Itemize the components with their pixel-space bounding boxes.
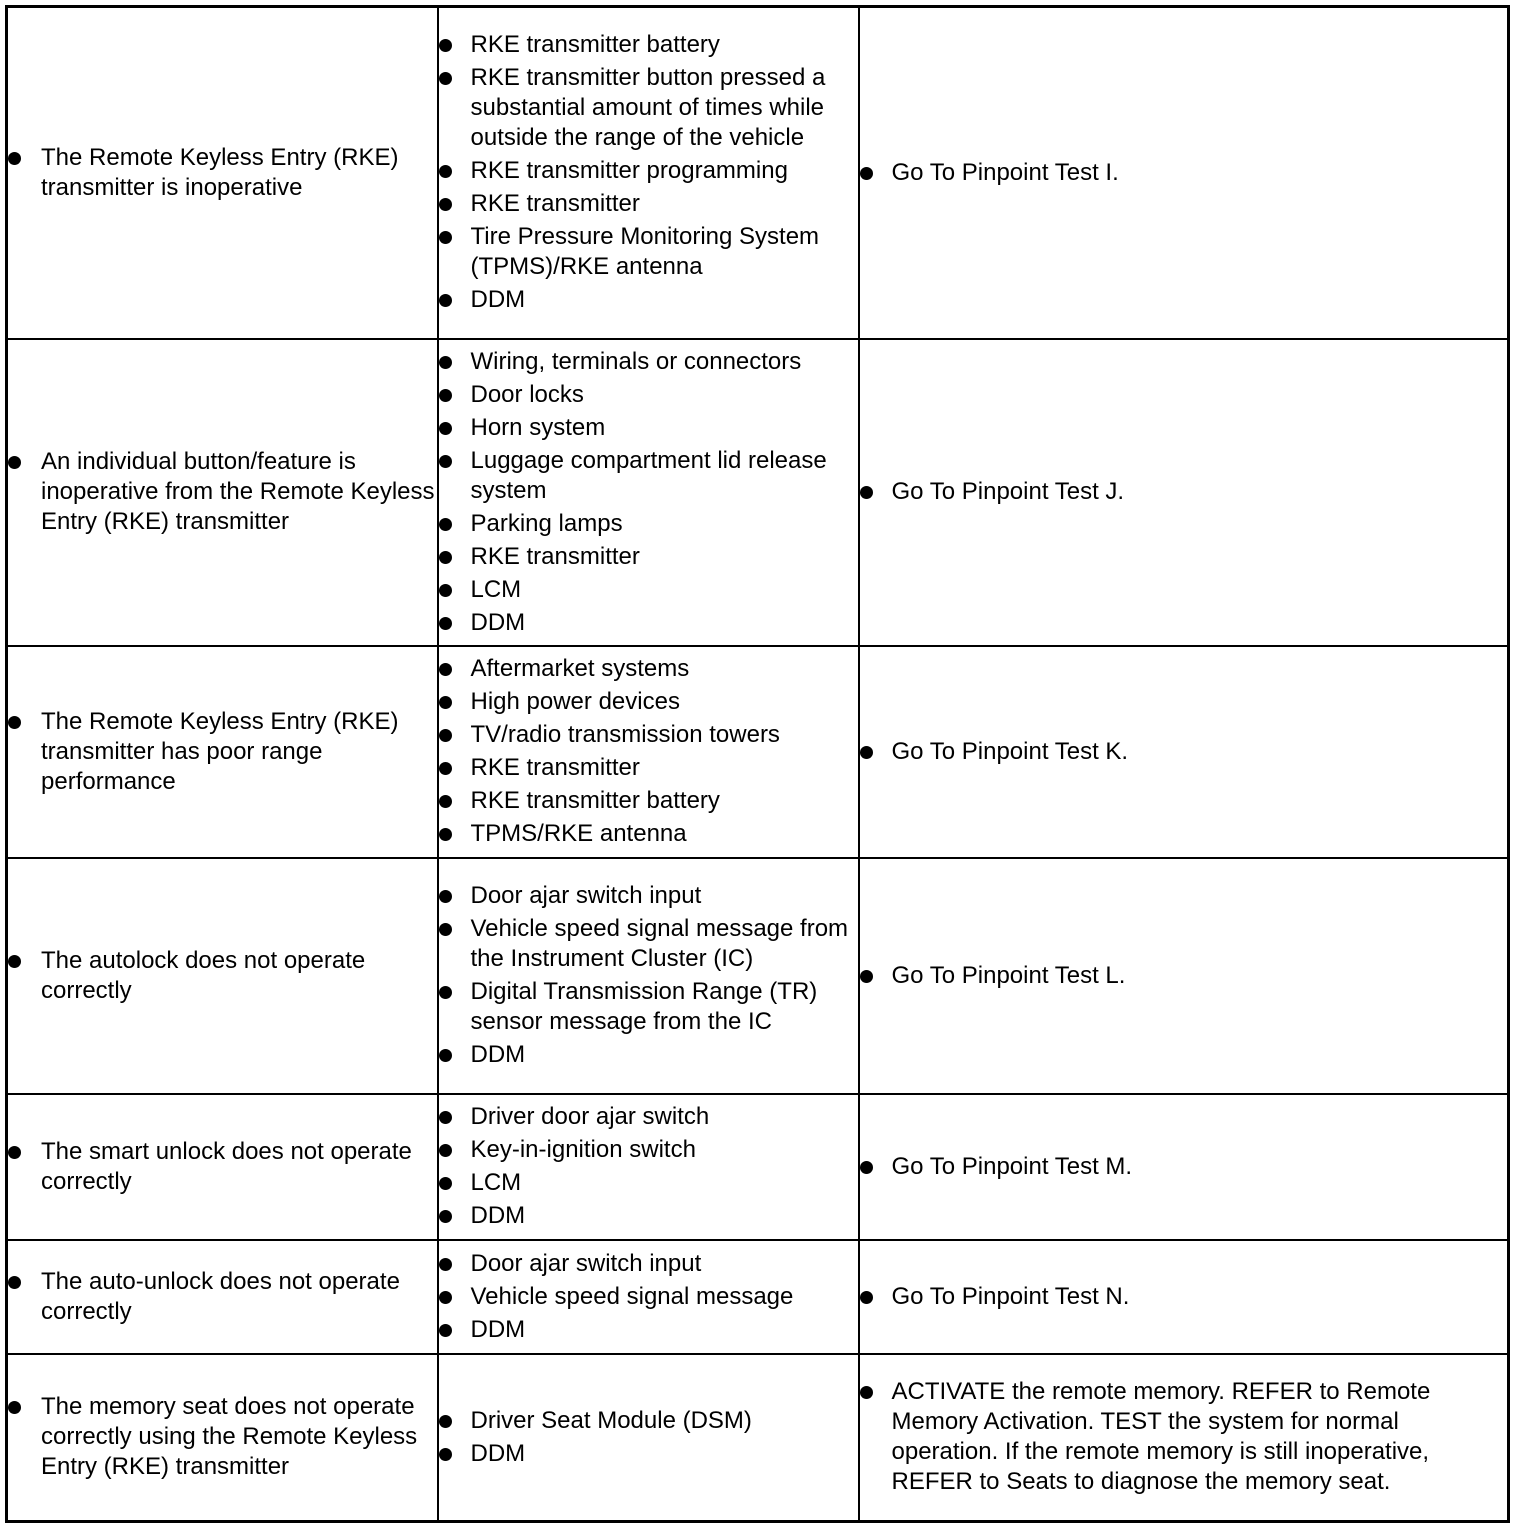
bullet-icon <box>439 584 452 597</box>
condition-item: An individual button/feature is inoperative from the Remote Keyless Entry (RKE) transmitter <box>8 447 437 537</box>
condition-item: The smart unlock does not operate correctly <box>8 1137 437 1197</box>
bullet-icon <box>860 746 873 759</box>
bullet-icon <box>439 729 452 742</box>
cause-item: LCM <box>439 575 858 605</box>
bullet-icon <box>439 1258 452 1271</box>
cause-item: Door ajar switch input <box>439 881 858 911</box>
bullet-icon <box>439 1144 452 1157</box>
bullet-icon <box>439 663 452 676</box>
action-cell <box>859 339 1509 646</box>
bullet-icon <box>8 152 21 165</box>
bullet-icon <box>439 1111 452 1124</box>
table-row <box>7 7 1509 339</box>
cause-item: Digital Transmission Range (TR) sensor message from the IC <box>439 977 858 1037</box>
condition-item: The Remote Keyless Entry (RKE) transmitter is inoperative <box>8 143 437 203</box>
bullet-icon <box>439 890 452 903</box>
cause-item: Wiring, terminals or connectors <box>439 347 858 377</box>
cause-item: DDM <box>439 285 858 315</box>
cause-item: RKE transmitter <box>439 542 858 572</box>
condition-item: The autolock does not operate correctly <box>8 946 437 1006</box>
bullet-icon <box>8 1401 21 1414</box>
action-item: Go To Pinpoint Test K. <box>860 737 1508 767</box>
bullet-icon <box>439 617 452 630</box>
bullet-icon <box>439 518 452 531</box>
cause-item: Key-in-ignition switch <box>439 1135 858 1165</box>
action-item: Go To Pinpoint Test M. <box>860 1152 1508 1182</box>
condition-cell <box>7 7 438 339</box>
cause-item: Driver door ajar switch <box>439 1102 858 1132</box>
cause-item: DDM <box>439 1439 858 1469</box>
table-row <box>7 858 1509 1094</box>
condition-cell <box>7 339 438 646</box>
bullet-icon <box>439 39 452 52</box>
cause-item: Driver Seat Module (DSM) <box>439 1406 858 1436</box>
action-cell <box>859 1240 1509 1354</box>
bullet-icon <box>439 986 452 999</box>
bullet-icon <box>439 551 452 564</box>
cause-item: DDM <box>439 1315 858 1345</box>
bullet-icon <box>8 716 21 729</box>
bullet-icon <box>439 1324 452 1337</box>
bullet-icon <box>439 1291 452 1304</box>
bullet-icon <box>8 456 21 469</box>
bullet-icon <box>439 72 452 85</box>
cause-item: Door locks <box>439 380 858 410</box>
causes-cell <box>438 858 859 1094</box>
cause-item: Tire Pressure Monitoring System (TPMS)/RKE antenna <box>439 222 858 282</box>
causes-cell <box>438 339 859 646</box>
action-cell <box>859 7 1509 339</box>
bullet-icon <box>439 762 452 775</box>
cause-item: RKE transmitter button pressed a substantial amount of times while outside the range of the vehicle <box>439 63 858 153</box>
causes-cell <box>438 1094 859 1240</box>
action-item: Go To Pinpoint Test J. <box>860 477 1508 507</box>
cause-item: Horn system <box>439 413 858 443</box>
condition-item: The auto-unlock does not operate correctly <box>8 1267 437 1327</box>
bullet-icon <box>439 828 452 841</box>
action-item: Go To Pinpoint Test I. <box>860 158 1508 188</box>
bullet-icon <box>439 294 452 307</box>
diagnostic-sheet <box>5 5 1507 1523</box>
action-item: Go To Pinpoint Test N. <box>860 1282 1508 1312</box>
bullet-icon <box>860 486 873 499</box>
cause-item: TPMS/RKE antenna <box>439 819 858 849</box>
action-cell <box>859 646 1509 858</box>
bullet-icon <box>439 422 452 435</box>
symptom-chart-table <box>5 5 1510 1523</box>
bullet-icon <box>439 389 452 402</box>
condition-item: The memory seat does not operate correctly using the Remote Keyless Entry (RKE) transmitter <box>8 1392 437 1482</box>
bullet-icon <box>439 1177 452 1190</box>
bullet-icon <box>860 970 873 983</box>
condition-cell <box>7 858 438 1094</box>
table-row <box>7 1240 1509 1354</box>
bullet-icon <box>439 198 452 211</box>
bullet-icon <box>860 167 873 180</box>
cause-item: Door ajar switch input <box>439 1249 858 1279</box>
bullet-icon <box>860 1161 873 1174</box>
condition-item: The Remote Keyless Entry (RKE) transmitter has poor range performance <box>8 707 437 797</box>
bullet-icon <box>860 1291 873 1304</box>
bullet-icon <box>439 696 452 709</box>
condition-cell <box>7 1094 438 1240</box>
cause-item: LCM <box>439 1168 858 1198</box>
cause-item: Parking lamps <box>439 509 858 539</box>
cause-item: DDM <box>439 1201 858 1231</box>
causes-cell <box>438 1240 859 1354</box>
bullet-icon <box>8 955 21 968</box>
table-row <box>7 339 1509 646</box>
cause-item: Aftermarket systems <box>439 654 858 684</box>
cause-item: High power devices <box>439 687 858 717</box>
causes-cell <box>438 1354 859 1522</box>
table-row <box>7 1354 1509 1522</box>
cause-item: Vehicle speed signal message from the Instrument Cluster (IC) <box>439 914 858 974</box>
bullet-icon <box>439 1448 452 1461</box>
action-cell <box>859 858 1509 1094</box>
action-item: Go To Pinpoint Test L. <box>860 961 1508 991</box>
bullet-icon <box>439 795 452 808</box>
cause-item: DDM <box>439 608 858 638</box>
condition-cell <box>7 1240 438 1354</box>
bullet-icon <box>439 1210 452 1223</box>
bullet-icon <box>860 1386 873 1399</box>
condition-cell <box>7 646 438 858</box>
bullet-icon <box>8 1146 21 1159</box>
action-item: ACTIVATE the remote memory. REFER to Remote Memory Activation. TEST the system for normal operation. If the remote memory is still inoperative, REFER to Seats to diagnose the memory seat. <box>860 1377 1508 1497</box>
bullet-icon <box>439 1049 452 1062</box>
condition-cell <box>7 1354 438 1522</box>
bullet-icon <box>439 1415 452 1428</box>
bullet-icon <box>439 356 452 369</box>
cause-item: DDM <box>439 1040 858 1070</box>
action-cell <box>859 1354 1509 1522</box>
causes-cell <box>438 7 859 339</box>
cause-item: RKE transmitter programming <box>439 156 858 186</box>
cause-item: RKE transmitter battery <box>439 786 858 816</box>
causes-cell <box>438 646 859 858</box>
bullet-icon <box>439 455 452 468</box>
bullet-icon <box>439 231 452 244</box>
bullet-icon <box>439 165 452 178</box>
table-row <box>7 646 1509 858</box>
cause-item: RKE transmitter <box>439 189 858 219</box>
bullet-icon <box>439 923 452 936</box>
bullet-icon <box>8 1276 21 1289</box>
table-row <box>7 1094 1509 1240</box>
action-cell <box>859 1094 1509 1240</box>
cause-item: RKE transmitter battery <box>439 30 858 60</box>
cause-item: Vehicle speed signal message <box>439 1282 858 1312</box>
cause-item: TV/radio transmission towers <box>439 720 858 750</box>
cause-item: RKE transmitter <box>439 753 858 783</box>
cause-item: Luggage compartment lid release system <box>439 446 858 506</box>
